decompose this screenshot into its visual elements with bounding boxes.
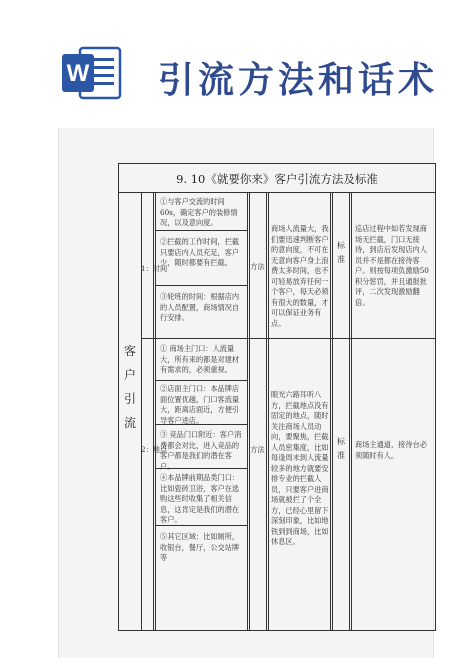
location-note: 商场主通道，接待台必须随时有人。	[355, 440, 427, 460]
document-title: 引流方法和话术	[158, 59, 439, 101]
location-item-5: ⑤其它区域：比如厕所，收银台，餐厅，公交站牌等	[160, 532, 240, 562]
location-description: 眼光六路耳听八方，拦截地点没有固定的地点，随时关注商场人员动向，要聚焦，拦截人员密集度，比如每逢周末到人流量较多的地方就要安排专业的拦截人员，只要客户进商场就被拦了个全方，已经心里留下深刻印象，比如地铁到到商场，比如休息区。	[271, 390, 329, 546]
location-item-3: ③ 竞品门口附近：客户消费都会对比，进入竞品的客户都是我们的潜在客户。	[160, 430, 242, 471]
word-letter: W	[66, 60, 90, 87]
document-page	[58, 128, 434, 658]
time-description: 商场人流量大，我们要迅速判断客户的意向度，不可在无意向客户身上浪费太多时间，也不可轻易放弃任何一个客户，每天必须有很大的数量，才可以保证业务有点。	[271, 224, 329, 328]
time-item-1: ①与客户交流的时间 60s，确定客户的装修情况，以及意向度。	[160, 197, 238, 227]
word-document-icon	[58, 44, 124, 102]
location-item-2: ②店面主门口：本品牌店面位置优越，门口客流量大，距离店面近，方便引导客户进店。	[160, 384, 240, 425]
category-label: 客 户 引 流	[123, 344, 136, 430]
standard-label-1: 标 准	[337, 241, 345, 264]
location-item-4: ④本品牌前期品类门口：比如瓷砖卫浴，客户在选购这些时收集了相关信息，这肯定是我们的潜在客户。	[160, 473, 240, 524]
standard-label-2: 标 准	[337, 437, 345, 460]
time-note: 巡店过程中如若发现商场无拦截，门口无接待，到店后发现店内人员并不是都在接待客户。则按每项负激励50 积分惩罚，并且通报批评，二次发现激励翻倍。	[355, 224, 429, 307]
method-label-1: 方法	[250, 262, 265, 271]
time-item-2: ②拦截的工作时间，拦截只要店内人员充足，客户少，随时都要有拦截。	[160, 237, 240, 267]
row-label-location: 2：地点	[141, 445, 168, 454]
table-title: 9. 10《就要你来》客户引流方法及标准	[176, 172, 378, 186]
time-item-3: ③轮班的时间：根据店内的人员配置，商场情况自行安排。	[160, 292, 240, 322]
row-label-time: 1：时间	[141, 264, 168, 273]
document-header	[0, 0, 474, 128]
location-item-1: ① 商场主门口：人流量大，所有来的都是对建材有需求的，必须重视。	[160, 344, 240, 374]
method-label-2: 方法	[250, 445, 265, 454]
